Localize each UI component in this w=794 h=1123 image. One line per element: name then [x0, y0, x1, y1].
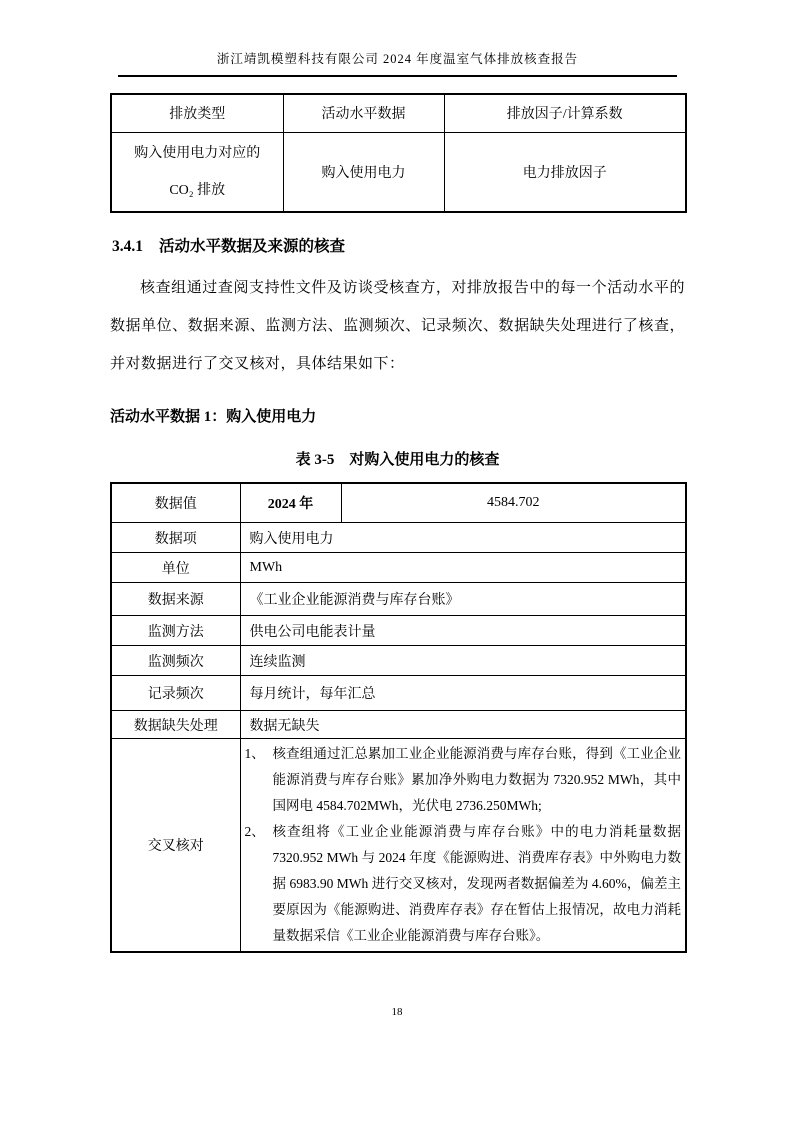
section-heading	[112, 237, 685, 257]
cross-check-item-2	[245, 819, 682, 949]
data-value-number: 4584.702	[341, 483, 686, 523]
cross-check-content	[240, 739, 686, 953]
data-item-value: 购入使用电力	[240, 523, 686, 553]
table-row	[111, 523, 686, 553]
missing-data-label: 数据缺失处理	[111, 711, 240, 739]
data-value-year: 2024 年	[240, 483, 341, 523]
table-row	[111, 553, 686, 583]
emission-type-cell	[111, 132, 283, 212]
emission-factor-cell: 电力排放因子	[444, 132, 686, 212]
list-text-1: 核查组通过汇总累加工业企业能源消费与库存台账，得到《工业企业能源消费与库存台账》累加净外购电力数据为 7320.952 MWh，其中国网电 4584.702MWh，光伏电 2736.250MWh;	[272, 746, 681, 813]
table-row	[111, 616, 686, 646]
table-3-5-caption: 表 3-5 对购入使用电力的核查	[295, 451, 500, 468]
missing-data-value: 数据无缺失	[240, 711, 686, 739]
emission-table-header-row	[111, 94, 686, 132]
emission-type-line1: 购入使用电力对应的	[134, 145, 261, 161]
table-row	[111, 676, 686, 711]
emission-type-line2: CO₂ 排放	[169, 182, 226, 198]
data-value-label: 数据值	[111, 483, 240, 523]
record-frequency-label: 记录频次	[111, 676, 240, 711]
monitor-frequency-value: 连续监测	[240, 646, 686, 676]
activity-data-subheading: 活动水平数据 1：购入使用电力	[110, 408, 317, 425]
table-row	[111, 483, 686, 523]
section-title: 活动水平数据及来源的核查	[159, 237, 346, 255]
list-number-1: 1、	[244, 746, 265, 761]
list-number-2: 2、	[244, 824, 265, 839]
data-source-label: 数据来源	[111, 583, 240, 616]
monitor-method-value: 供电公司电能表计量	[240, 616, 686, 646]
monitor-method-label: 监测方法	[111, 616, 240, 646]
emission-factor-header: 排放因子/计算系数	[444, 94, 686, 132]
cross-check-label: 交叉核对	[111, 739, 240, 953]
unit-value: MWh	[240, 553, 686, 583]
emission-summary-table	[110, 93, 687, 213]
activity-data-header: 活动水平数据	[283, 94, 444, 132]
page-number: 18	[391, 1006, 403, 1018]
cross-check-item-1	[245, 741, 682, 819]
table-row	[111, 646, 686, 676]
emission-type-header: 排放类型	[111, 94, 283, 132]
emission-table-data-row	[111, 132, 686, 212]
table-row	[111, 711, 686, 739]
document-header	[118, 52, 677, 77]
page-content	[0, 93, 794, 953]
body-paragraph: 核查组通过查阅支持性文件及访谈受核查方，对排放报告中的每一个活动水平的数据单位、数据来源、监测方法、监测频次、记录频次、数据缺失处理进行了核查，并对数据进行了交叉核对，具体结果如下：	[110, 279, 685, 372]
table-row	[111, 583, 686, 616]
list-text-2: 核查组将《工业企业能源消费与库存台账》中的电力消耗量数据 7320.952 MWh 与 2024 年度《能源购进、消费库存表》中外购电力数据 6983.90 MWh 进行交叉核对，发现两者数据偏差为 4.60%，偏差主要原因为《能源购进、消费库存表》存在暂估上报情况，故电力消耗量数据采信《工业企业能源消费与库存台账》。	[272, 824, 681, 943]
section-number: 3.4.1	[112, 237, 143, 255]
activity-data-cell: 购入使用电力	[283, 132, 444, 212]
data-source-value: 《工业企业能源消费与库存台账》	[240, 583, 686, 616]
record-frequency-value: 每月统计，每年汇总	[240, 676, 686, 711]
page-footer	[0, 1006, 794, 1018]
header-title: 浙江靖凯模塑科技有限公司 2024 年度温室气体排放核查报告	[216, 52, 579, 66]
unit-label: 单位	[111, 553, 240, 583]
monitor-frequency-label: 监测频次	[111, 646, 240, 676]
verification-table	[110, 482, 687, 954]
data-item-label: 数据项	[111, 523, 240, 553]
table-row	[111, 739, 686, 953]
